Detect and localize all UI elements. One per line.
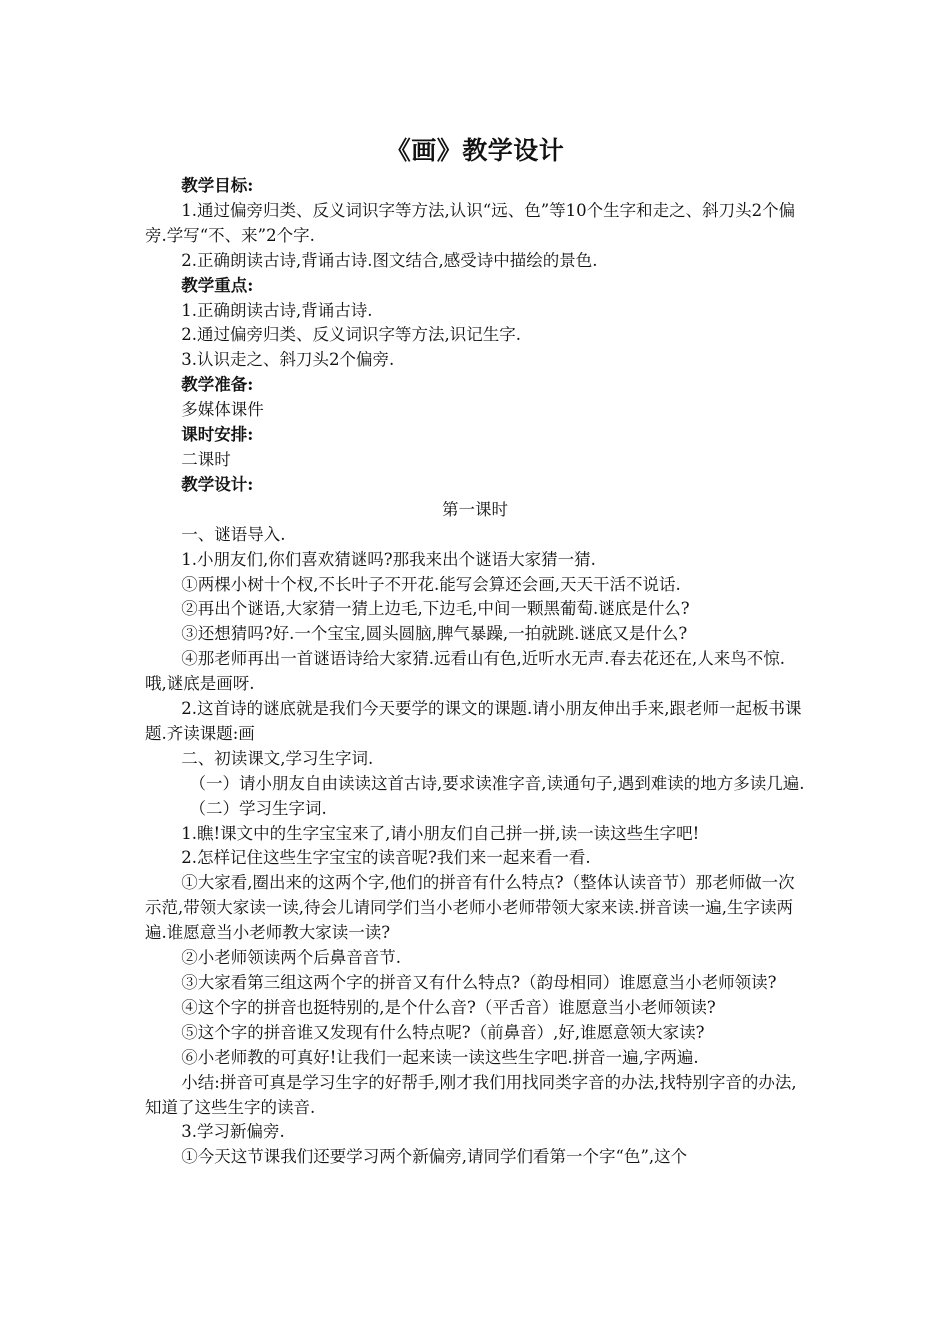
- body-paragraph: 1.小朋友们,你们喜欢猜谜吗?那我来出个谜语大家猜一猜.: [181, 549, 596, 569]
- body-paragraph: 2.这首诗的谜底就是我们今天要学的课文的课题.请小朋友伸出手来,跟老师一起板书课题.齐读课题:画: [145, 699, 802, 743]
- body-paragraph: ⑤这个字的拼音谁又发现有什么特点呢?（前鼻音）,好,谁愿意领大家读?: [181, 1022, 705, 1042]
- document-title: 《画》教学设计: [385, 136, 565, 165]
- objectives-heading: 教学目标:: [181, 176, 254, 195]
- focus-heading: 教学重点:: [181, 275, 254, 295]
- body-paragraph: ③还想猜吗?好.一个宝宝,圆头圆脑,脾气暴躁,一拍就跳.谜底又是什么?: [181, 624, 688, 644]
- body-paragraph: 2.怎样记住这些生字宝宝的读音呢?我们来一起来看一看.: [181, 848, 591, 868]
- prep-heading: 教学准备:: [181, 375, 254, 395]
- body-paragraph: ③大家看第三组这两个字的拼音又有什么特点?（韵母相同）谁愿意当小老师领读?: [181, 973, 777, 992]
- body-paragraph: 3.学习新偏旁.: [181, 1122, 285, 1142]
- focus-item: 3.认识走之、斜刀头2个偏旁.: [181, 350, 395, 370]
- body-paragraph: （二）学习生字词.: [189, 798, 327, 818]
- document-body: [145, 174, 805, 1170]
- body-paragraph: 小结:拼音可真是学习生字的好帮手,刚才我们用找同类字音的办法,找特别字音的办法,知道了这些生字的读音.: [145, 1072, 797, 1117]
- prep-text: 多媒体课件: [181, 400, 264, 420]
- body-paragraph: ②再出个谜语,大家猜一猜上边毛,下边毛,中间一颗黑葡萄.谜底是什么?: [181, 599, 690, 619]
- body-paragraph: 二、初读课文,学习生字词.: [181, 748, 374, 768]
- schedule-text: 二课时: [181, 449, 231, 469]
- body-paragraph: ①两棵小树十个杈,不长叶子不开花.能写会算还会画,天天干活不说话.: [181, 574, 681, 594]
- focus-item: 1.正确朗读古诗,背诵古诗.: [181, 300, 373, 320]
- body-paragraph: 一、谜语导入.: [181, 524, 286, 544]
- body-paragraph: ⑥小老师教的可真好!让我们一起来读一读这些生字吧.拼音一遍,字两遍.: [181, 1047, 699, 1067]
- body-paragraph: ④那老师再出一首谜语诗给大家猜.远看山有色,近听水无声.春去花还在,人来鸟不惊.哦,谜底是画呀.: [145, 649, 786, 694]
- focus-item: 2.通过偏旁归类、反义词识字等方法,识记生字.: [181, 325, 522, 345]
- body-paragraph: 1.瞧!课文中的生字宝宝来了,请小朋友们自己拼一拼,读一读这些生字吧!: [181, 823, 700, 843]
- lesson-title: 第一课时: [442, 499, 508, 519]
- objective-item: 2.正确朗读古诗,背诵古诗.图文结合,感受诗中描绘的景色.: [181, 250, 598, 270]
- body-paragraph: ④这个字的拼音也挺特别的,是个什么音?（平舌音）谁愿意当小老师领读?: [181, 997, 716, 1017]
- design-heading: 教学设计:: [181, 474, 254, 494]
- body-paragraph: （一）请小朋友自由读读这首古诗,要求读准字音,读通句子,遇到难读的地方多读几遍.: [189, 773, 805, 793]
- objective-item: 1.通过偏旁归类、反义词识字等方法,认识“远、色”等10个生字和走之、斜刀头2个偏旁.学写“不、来”2个字.: [145, 200, 796, 245]
- body-paragraph: ①今天这节课我们还要学习两个新偏旁,请同学们看第一个字“色”,这个: [181, 1147, 688, 1167]
- body-paragraph: ①大家看,圈出来的这两个字,他们的拼音有什么特点?（整体认读音节）那老师做一次示范,带领大家读一读,待会儿请同学们当小老师小老师带领大家来读.拼音读一遍,生字读两遍.谁愿意当小老师教大家读一读?: [145, 873, 795, 943]
- schedule-heading: 课时安排:: [181, 425, 254, 445]
- body-paragraph: ②小老师领读两个后鼻音音节.: [181, 948, 402, 968]
